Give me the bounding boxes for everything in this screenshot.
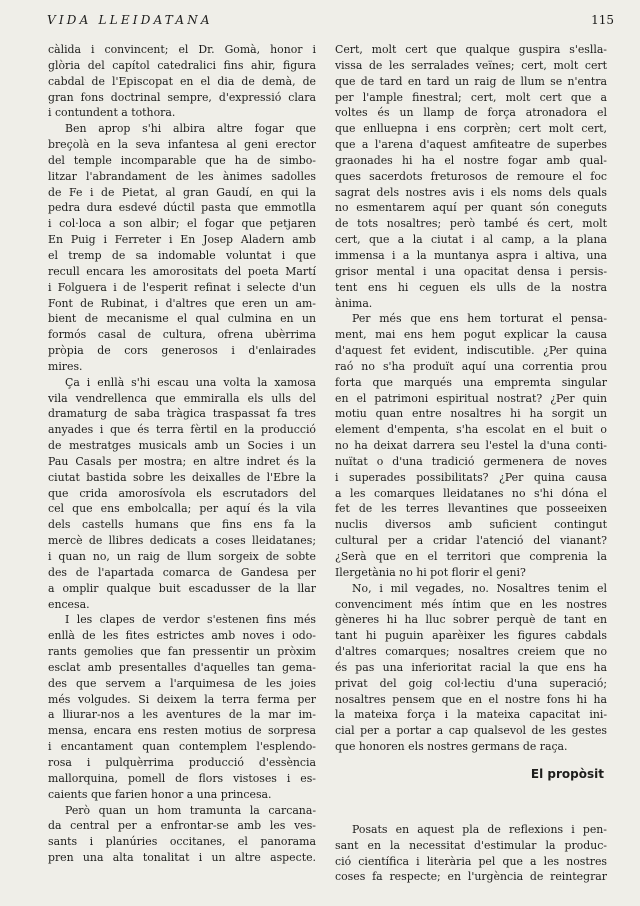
text-line: privat del goig col·lectiu d'una superació; [335,676,607,690]
text-line: formós casal de cultura, ofrena ubèrrima [48,328,316,342]
right-column-body [335,42,607,755]
text-line: que de tard en tard un raig de llum se n'entra [335,74,607,88]
text-line: cert, que a la ciutat i al camp, a la plana [335,233,607,247]
text-line: no esmentarem aquí per quant són coneguts [335,201,607,215]
text-line: que enllueрna i ens corprèn; cert molt cert, [335,122,607,136]
text-line: no ha deixat darrera seu l'estel la d'una conti- [335,439,607,453]
text-line: pren una alta tonalitat i un altre aspecte. [48,851,316,865]
text-line: per l'ample finestral; cert, molt cert que a [335,90,607,104]
text-line: Ilergetània no hi pot florir el geni? [335,565,526,579]
text-line: esclat amb presentalles d'aquelles tan gema- [48,660,316,674]
text-line: i Folguera i de l'esperit refinat i selecte d'un [48,280,316,294]
text-line: bient de mecanisme el qual culmina en un [48,312,316,326]
text-line: fet de les terres llevantines que posseeixen [335,502,607,516]
text-line: Per més que ens hem torturat el pensa- [352,312,607,326]
text-line: nuclis diversos amb suficient contingut [335,518,607,532]
text-line: grisor mental i una opacitat densa i persis- [335,264,607,278]
left-column [48,42,316,866]
text-line: tent ens hi ceguen els ulls de la nostra [335,280,607,294]
text-line: tant hi puguin aparèixer les figures cabdals [335,629,607,643]
section-title: El propòsit [530,766,604,781]
text-line: sants i planúries occitanes, el panorama [48,835,316,849]
text-line: breçolà en la seva infantesa al geni erector [48,138,316,152]
text-line: cabdal de l'Episcopat en el dia de demà, de [48,74,316,88]
running-head: VIDA LLEIDATANA [47,13,213,27]
text-line: a omplir qualque buit escadusser de la llar [48,581,316,595]
text-line: element d'empenta, s'ha escolat en el buit o [335,423,607,437]
text-line: mercè de llibres dedicats a coses lleidatanes; [48,534,316,548]
text-line: i superades possibilitats? ¿Per quina causa [335,470,607,484]
text-line: d'aquest fet evident, indiscutible. ¿Per quina [335,344,607,358]
text-line: rants gemolies que fan pressentir un pròxim [48,645,316,659]
text-line: mallorquina, pomell de flors vistoses i es- [48,771,316,785]
text-line: i encantament quan contemplem l'esplendo- [48,740,316,754]
text-line: Però quan un hom tramunta la carcana- [65,803,316,817]
text-line: Cert, molt cert que qualque guspira s'eslla- [335,43,607,56]
text-line: de tots nosaltres; però també és cert, molt [335,217,607,231]
text-line: vissa de les serralades veïnes; cert, molt cert [335,58,607,72]
text-line: el tremp de sa indomable voluntat i que [48,248,316,262]
text-line: En Puig i Ferreter i En Josep Aladern amb [48,233,316,247]
text-line: dels castells humans que fins ens fa la [48,518,316,532]
text-line: és pas una inferioritat racial la que ens ha [335,660,607,674]
text-line: enllà de les fites estrictes amb noves i odo- [48,629,316,643]
text-line: ques sacerdots freturosos de remoure el foc [335,169,607,183]
text-line: forta que marqués una empremta singular [335,375,607,389]
text-line: immensa i a la muntanya aspra i altiva, una [335,248,607,262]
text-line: graonades hi ha el nostre fogar amb qual- [335,153,607,167]
text-line: i quan no, un raig de llum sorgeix de sobte [48,550,316,563]
text-line: ¿Serà que en el territori que comprenia la [335,550,607,563]
text-line: dramaturg de saba tràgica traspassat fa tres [48,407,316,421]
text-line: sant en la necessitat d'estimular la produc- [335,838,607,852]
text-line: glòria del capítol catedralici fins ahir, figura [48,58,316,72]
text-line: convenciment més íntim que en les nostres [335,597,607,611]
text-line: voltes és un llamp de força atronadora el [335,106,607,120]
text-line: pedra dura esdevé dúctil pasta que emmotlla [48,201,316,215]
text-line: caients que farien honor a una princesa. [48,787,272,801]
text-line: a lliurar-nos a les aventures de la mar im- [48,708,316,722]
text-line: No, i mil vegades, no. Nosaltres tenim el [352,581,607,595]
text-line: ció científica i literària pel que a les nostres [335,854,607,868]
page-number: 115 [591,13,614,27]
text-line: gran fons doctrinal sempre, d'expressió clara [48,90,316,104]
text-line: cel que ens embolcalla; per aquí és la vila [48,502,316,516]
text-line: motiu quan entre nosaltres hi ha sorgit un [335,407,607,421]
text-line: Posats en aquest pla de reflexions i pen- [352,822,607,836]
text-line: coses fa respecte; en l'urgència de reintegrar [335,870,607,884]
text-line: en el patrimoni espiritual nostrat? ¿Per quin [335,391,607,405]
text-line: i contundent a tothora. [48,106,176,120]
text-line: que crida amorosívola els escrutadors del [48,486,316,500]
text-line: Ça i enllà s'hi escau una volta la xamosa [65,375,316,389]
text-line: Ben aprop s'hi albira altre fogar que [65,122,316,136]
text-line: la mateixa força i la mateixa capacitat ini- [335,708,607,722]
text-line: més volgudes. Si deixem la terra ferma per [48,692,316,706]
right-column-continuation [335,822,607,885]
text-line: i col·loca a son albir; el fogar que petjaren [48,217,316,231]
text-line: raó no s'ha produït aquí una correntia prou [335,359,607,373]
text-line: càlida i convincent; el Dr. Gomà, honor i [48,43,316,56]
text-line: recull encara les amorositats del poeta Martí [48,264,316,278]
text-line: Pau Casals per mostra; en altre indret és la [48,454,316,468]
text-line: nuïtat o d'una tradició germenera de noves [335,454,607,468]
text-line: que honoren els nostres germans de raça. [335,740,568,754]
text-line: vila vendrellenca que emmiralla els ulls del [48,391,316,405]
text-line: mires. [48,359,83,373]
text-line: ànima. [335,296,373,310]
text-line: a les comarques lleidatanes no s'hi dóna el [335,486,607,500]
text-line: sagrat dels nostres avis i els noms dels quals [335,185,607,199]
text-line: ment, mai ens hem pogut explicar la causa [335,328,607,342]
right-column [335,42,607,885]
text-line: de Fe i de Pietat, al gran Gaudí, en qui la [48,185,316,199]
text-line: gèneres hi ha lluc sobrer perquè de tant en [335,613,607,627]
text-line: rosa i pulquèrrima producció d'essència [48,755,316,769]
text-line: cultural per a cridar l'atenció del vianant? [335,534,607,548]
text-line: de mestratges musicals amb un Socies i un [48,439,316,453]
text-line: cial per a portar a cap qualsevol de les gestes [335,724,607,738]
text-line: pròpia de cors generosos i d'enlairades [48,344,316,358]
text-line: I les clapes de verdor s'estenen fins més [65,613,316,627]
text-line: del temple incomparable que ha de simbo- [48,153,316,167]
text-line: anyades i que és terra fèrtil en la producció [48,423,316,437]
text-line: Font de Rubinat, i d'altres que eren un am- [48,296,316,310]
text-line: nosaltres pensem que en el nostre fons hi ha [335,692,607,706]
text-line: mensa, encara ens resten motius de sorpresa [48,724,316,738]
text-line: d'altres comarques; nosaltres creiem que no [335,645,607,659]
text-line: encesa. [48,597,90,611]
text-line: que a l'arena d'aquest amfiteatre de superbes [335,138,607,152]
text-line: da central per a enfrontar-se amb les ves- [48,819,316,833]
text-line: ciutat bastida sobre les deixalles de l'Ebre la [48,470,316,484]
text-line: litzar l'abrandament de les ànimes sadolles [48,169,316,183]
text-line: des de l'apartada comarca de Gandesa per [48,565,316,579]
text-line: des que servem a l'arquimesa de les joies [48,676,316,690]
